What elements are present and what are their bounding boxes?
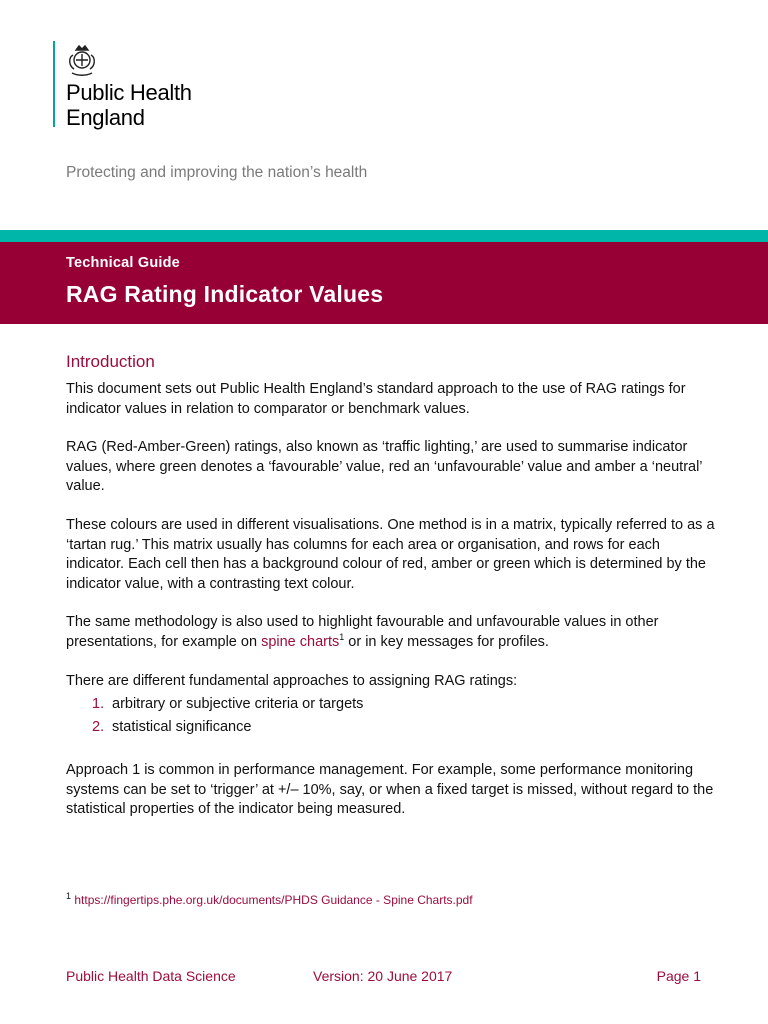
org-name-line2: England — [66, 105, 145, 130]
list-number: 2. — [92, 719, 105, 735]
paragraph-4-text-a: The same methodology is also used to highlight favourable and unfavourable values in other presentations, for example on — [66, 614, 659, 650]
footer-version: Version: 20 June 2017 — [313, 968, 453, 984]
footer-organisation: Public Health Data Science — [66, 968, 236, 984]
footer-page-number: Page 1 — [656, 968, 701, 984]
paragraph-6: Approach 1 is common in performance management. For example, some performance monitoring systems can be set to ‘trigger’ at +/– 10%, say, or when a fixed target is missed, without regard to the statistical properties of the indicator being measured. — [66, 762, 714, 817]
paragraph-1: This document sets out Public Health England’s standard approach to the use of RAG ratings for indicator values in relation to comparator or benchmark values. — [66, 381, 686, 417]
spine-charts-link[interactable]: spine charts — [261, 633, 340, 650]
strapline: Protecting and improving the nation’s health — [66, 164, 368, 181]
document-type-label: Technical Guide — [66, 255, 180, 271]
paragraph-4-text-b: or in key messages for profiles. — [344, 633, 549, 650]
list-item-text: arbitrary or subjective criteria or targets — [112, 696, 364, 712]
footnote-marker: 1 — [66, 891, 72, 901]
paragraph-2: RAG (Red-Amber-Green) ratings, also known as ‘traffic lighting,’ are used to summarise indicator values, where green denotes a ‘favourable’ value, red an ‘unfavourable’ value and amber a ‘neutral’ value. — [66, 439, 702, 494]
document-title: RAG Rating Indicator Values — [66, 281, 384, 307]
list-number: 1. — [92, 696, 105, 712]
footnote-ref: 1 — [339, 631, 345, 642]
list-item-text: statistical significance — [112, 719, 252, 735]
list-item — [92, 695, 363, 715]
org-name-line1: Public Health — [66, 80, 192, 105]
footnote — [66, 893, 473, 907]
paragraph-5: There are different fundamental approaches to assigning RAG ratings: — [66, 673, 518, 689]
section-heading: Introduction — [66, 352, 155, 371]
royal-crest-icon — [64, 42, 100, 78]
teal-band — [0, 230, 768, 242]
paragraph-3: These colours are used in different visualisations. One method is in a matrix, typically referred to as a ‘tartan rug.’ This matrix usually has columns for each area or organisation, and rows for each indicator. Each cell then has a background colour of red, amber or green which is determined by the indicator value, with a contrasting text colour. — [66, 517, 715, 592]
footnote-link[interactable]: https://fingertips.phe.org.uk/documents/PHDS Guidance - Spine Charts.pdf — [74, 893, 473, 907]
paragraph-4 — [66, 613, 716, 652]
logo-divider — [53, 41, 55, 127]
list-item — [92, 718, 251, 738]
